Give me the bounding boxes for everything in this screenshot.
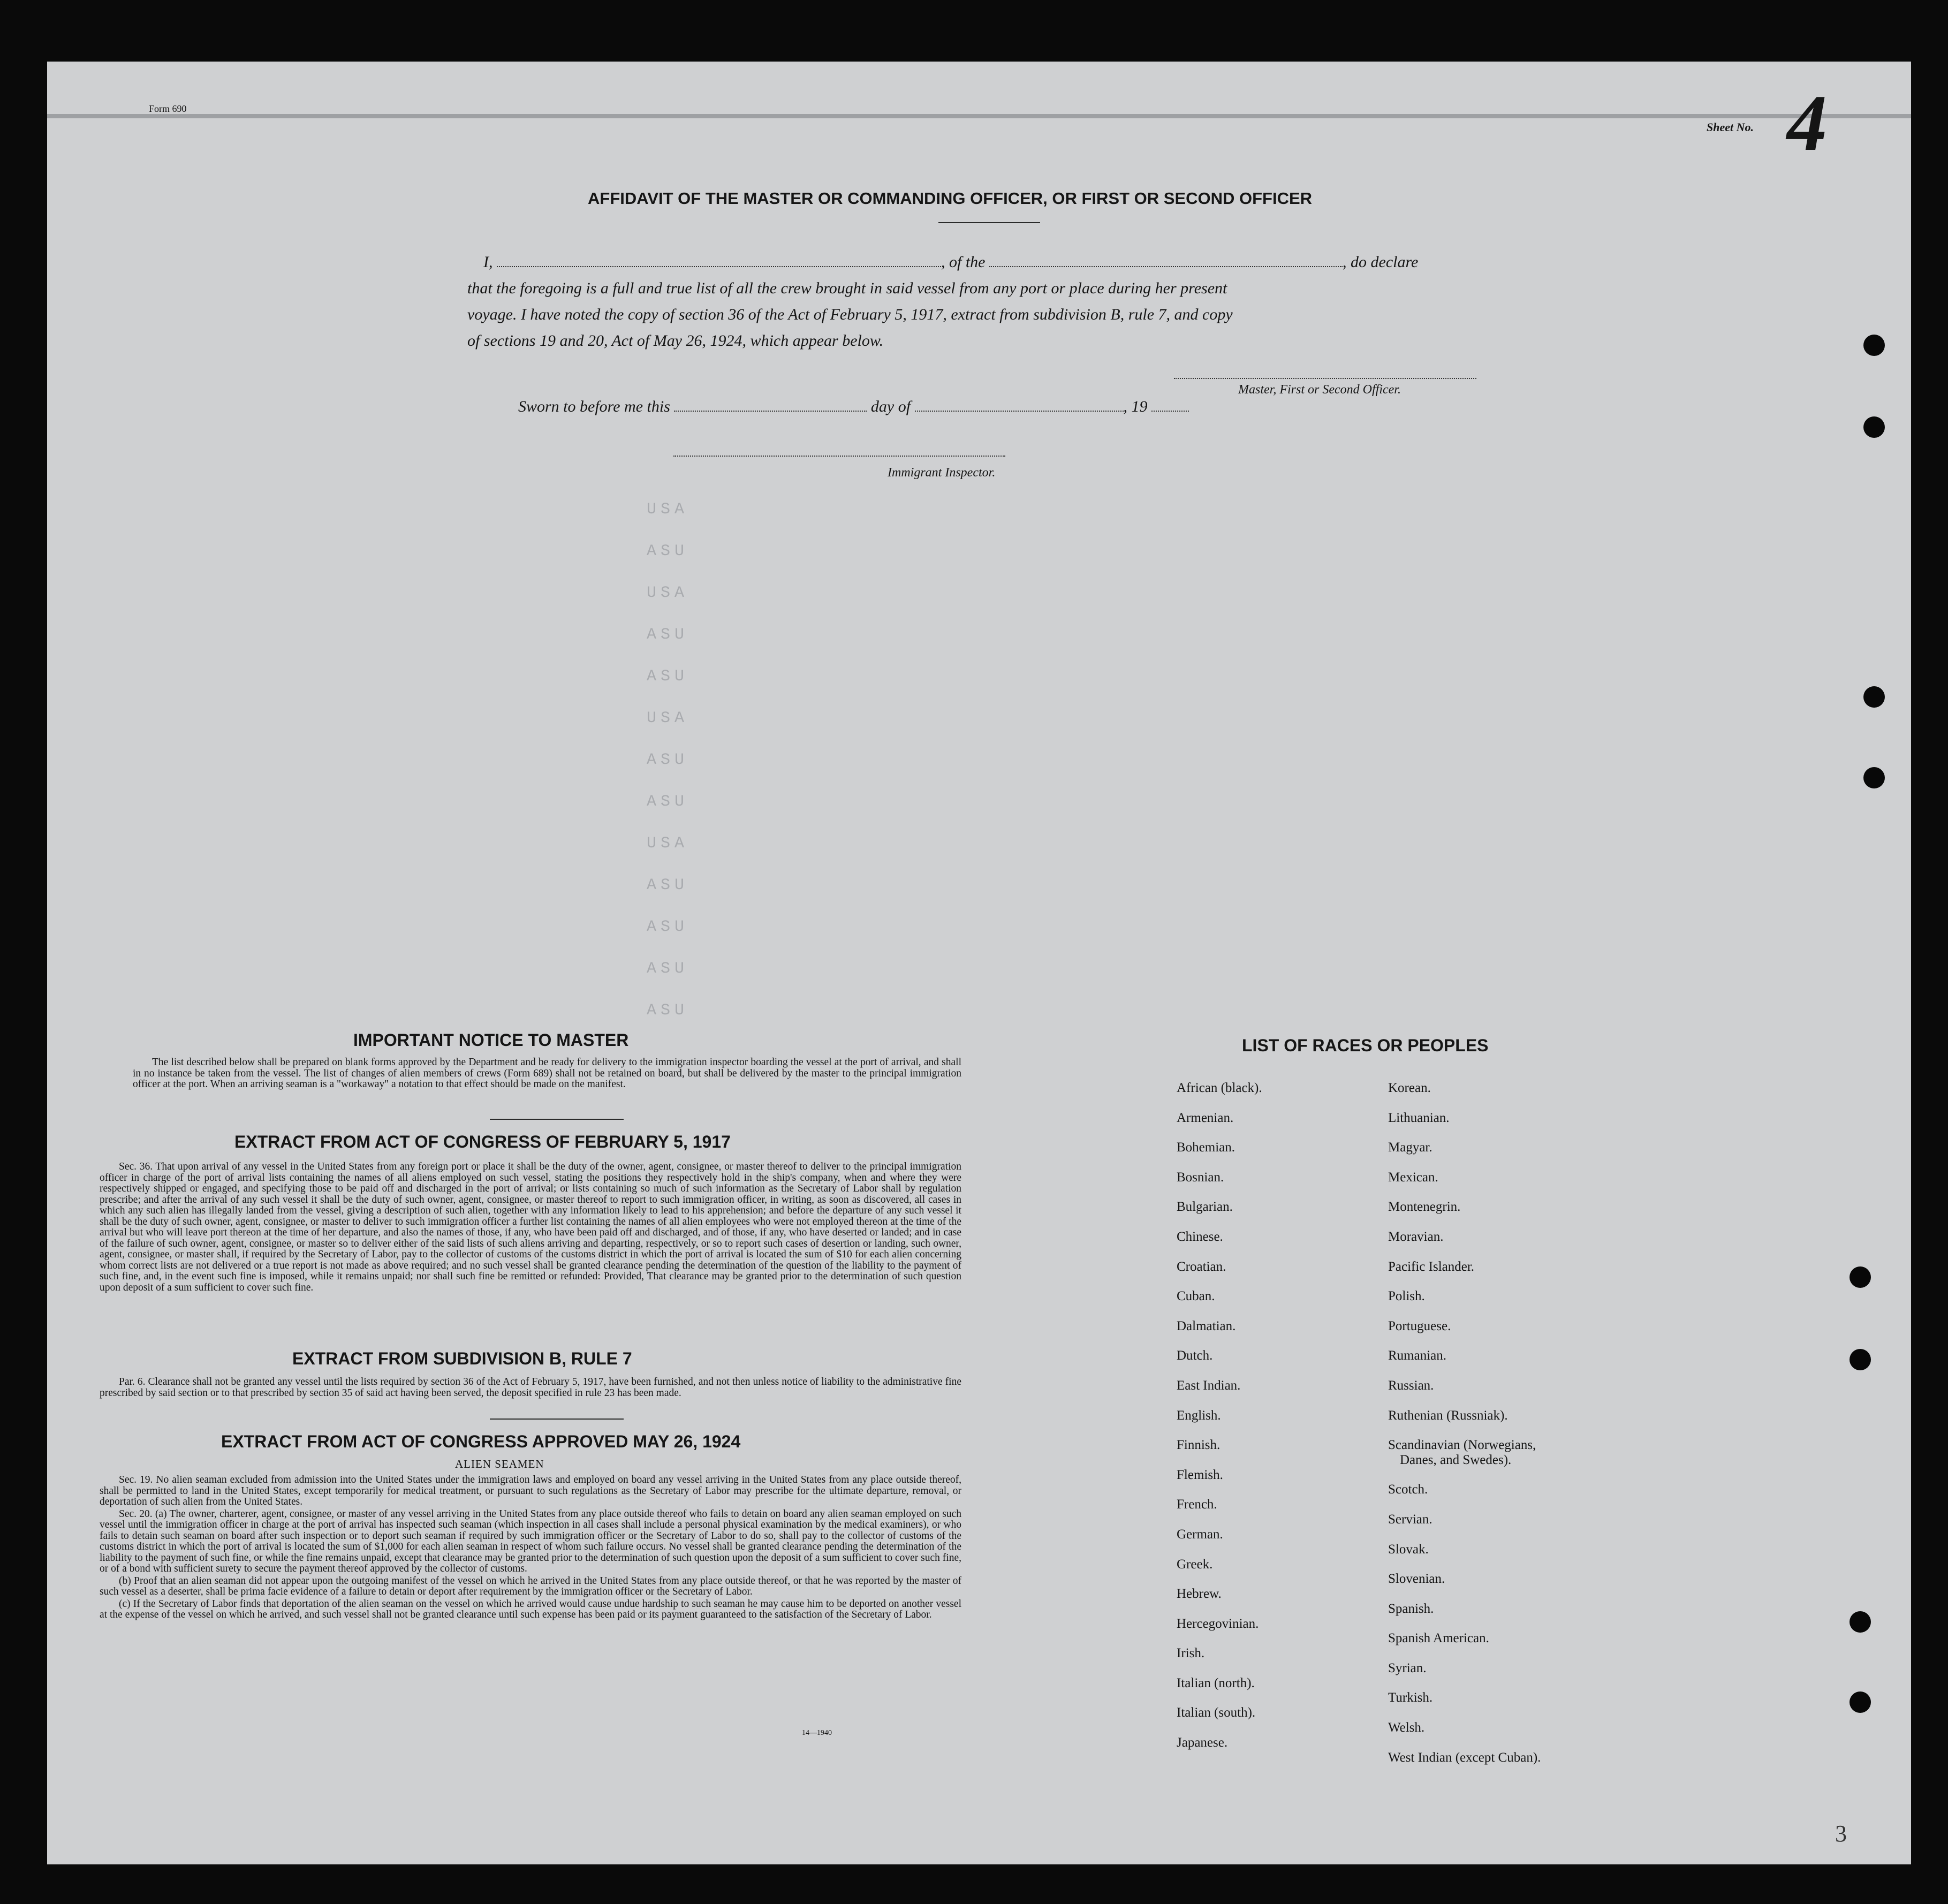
bleed-through-text: ASU [647, 542, 689, 560]
race-item: Scandinavian (Norwegians, [1388, 1438, 1536, 1453]
race-item: Rumanian. [1388, 1348, 1447, 1363]
bleed-through-text: ASU [647, 876, 689, 894]
bleed-through-text: USA [647, 500, 689, 519]
bleed-through-text: ASU [647, 667, 689, 686]
race-item: Magyar. [1388, 1140, 1432, 1155]
sworn-day-blank[interactable] [674, 398, 867, 412]
bleed-through-text: ASU [647, 793, 689, 811]
binder-hole [1850, 1266, 1871, 1288]
race-item: Polish. [1388, 1289, 1425, 1304]
extract-1917-title: EXTRACT FROM ACT OF CONGRESS OF FEBRUARY 5, 1917 [234, 1132, 731, 1151]
section-20c-paragraph: (c) If the Secretary of Labor finds that deportation of the alien seaman on the vessel on which he arrived would cause undue hardship to such seaman he may cause him to be deported on another vessel at the expense of the vessel on which he arrived, and such vessel shall not be granted clearance until such expense has been paid or its payment guaranteed to the satisfaction of the Secretary of Labor. [100, 1598, 961, 1620]
race-item: Servian. [1388, 1512, 1432, 1527]
race-item: Dalmatian. [1177, 1318, 1236, 1333]
race-item: Japanese. [1177, 1735, 1228, 1750]
binder-hole [1850, 1691, 1871, 1713]
sworn-line [518, 393, 1321, 420]
race-item: Flemish. [1177, 1467, 1223, 1482]
race-item: Armenian. [1177, 1110, 1234, 1125]
notice-paragraph: The list described below shall be prepared on blank forms approved by the Department and be ready for delivery to the immigration inspector boarding the vessel at the port of arrival, and shall in no instance be taken from the vessel. The list of changes of alien members of crews (Form 689) shall not be retained on board, but shall be delivered by the master to the principal immigration officer at the port. When an arriving seaman is a "workaway" a notation to that effect should be made on the manifest. [133, 1057, 961, 1090]
bleed-through-text: ASU [647, 918, 689, 936]
race-item: English. [1177, 1408, 1221, 1423]
affidavit-line-3: voyage. I have noted the copy of section 36 of the Act of February 5, 1917, extract from subdivision B, rule 7, and copy [467, 306, 1233, 323]
inspector-label: Immigrant Inspector. [888, 466, 996, 480]
race-item: Italian (north). [1177, 1675, 1255, 1690]
rule-7-paragraph: Par. 6. Clearance shall not be granted any vessel until the lists required by section 36 of the Act of February 5, 1917, have been furnished, and not then unless notice of liability to the administrative fine prescribed by said section or to that prescribed by section 35 of said act having been served, the deposit specified in rule 23 has been made. [100, 1376, 961, 1399]
race-item: Slovak. [1388, 1542, 1429, 1557]
race-item: West Indian (except Cuban). [1388, 1750, 1541, 1765]
race-item: Dutch. [1177, 1348, 1213, 1363]
affidavit-body [467, 249, 1565, 354]
sworn-prefix: Sworn to before me this [518, 398, 670, 415]
race-item: Spanish. [1388, 1601, 1434, 1616]
vessel-name-blank[interactable] [989, 253, 1343, 267]
race-item: Lithuanian. [1388, 1110, 1450, 1125]
race-item: Spanish American. [1388, 1631, 1489, 1646]
race-item: Moravian. [1388, 1229, 1444, 1244]
race-item: Russian. [1388, 1378, 1434, 1393]
sworn-day-label: day of [870, 398, 911, 415]
race-item: Finnish. [1177, 1438, 1221, 1453]
affidavit-i: I, [483, 253, 493, 271]
race-item: French. [1177, 1497, 1217, 1512]
affidavit-declare: , do declare [1343, 253, 1419, 271]
races-column-1 [1177, 1073, 1262, 1758]
inspector-signature-line[interactable] [673, 455, 1005, 457]
extract-1924-text [100, 1475, 961, 1622]
race-item: Chinese. [1177, 1229, 1223, 1244]
race-item: Syrian. [1388, 1660, 1427, 1675]
notice-text [133, 1057, 961, 1091]
bleed-through-text: ASU [647, 960, 689, 978]
corner-mark: 3 [1835, 1820, 1847, 1847]
sworn-month-blank[interactable] [915, 398, 1124, 412]
affidavit-of-the: , of the [941, 253, 986, 271]
print-code: 14—1940 [802, 1729, 832, 1737]
binder-hole [1863, 767, 1885, 788]
bleed-through-text: USA [647, 584, 689, 602]
sworn-year-blank[interactable] [1151, 398, 1189, 412]
race-item: Danes, and Swedes). [1400, 1452, 1512, 1467]
race-item: African (black). [1177, 1081, 1262, 1095]
extract-rule7-title: EXTRACT FROM SUBDIVISION B, RULE 7 [292, 1349, 632, 1368]
notice-rule [490, 1119, 624, 1120]
race-item: Pacific Islander. [1388, 1259, 1475, 1274]
sworn-year-label: , 19 [1123, 398, 1148, 415]
race-item: Turkish. [1388, 1690, 1433, 1705]
race-item: Portuguese. [1388, 1318, 1451, 1333]
race-item: Bosnian. [1177, 1170, 1224, 1185]
extract-rule7-text [100, 1377, 961, 1400]
form-number: Form 690 [149, 103, 187, 114]
section-36-paragraph: Sec. 36. That upon arrival of any vessel in the United States from any foreign port or place it shall be the duty of the owner, agent, consignee, or master thereof to deliver to the principal immigration officer in charge of the port of arrival lists containing the names of all aliens employed on such vessel, stating the positions they respectively hold in the ship's company, when and where they were respectively shipped or engaged, and specifying those to be paid off and discharged in the port of arrival; or lists containing so much of such information as the Secretary of Labor shall by regulation prescribe; and after the arrival of any such vessel it shall be the duty of such owner, agent, consignee, or master thereof to report to such immigration officer, in writing, as soon as discovered, all cases in which any such alien has illegally landed from the vessel, giving a description of such alien, together with any information likely to lead to his apprehension; and before the departure of any such vessel it shall be the duty of such owner, agent, consignee, or master to deliver to such immigration officer a further list containing the names of all alien employees who were not employed thereon at the time of the arrival but who will leave port thereon at the time of her departure, and also the names of those, if any, who have been paid off and discharged, and of those, if any, who have deserted or landed; and in case of the failure of such owner, agent, consignee, or master so to deliver either of the said lists of such aliens arriving and departing, respectively, or so to report such cases of desertion or landing, such owner, agent, consignee, or master shall, if required by the Secretary of Labor, pay to the collector of customs of the customs district in which the port of arrival is located the sum of $10 for each alien concerning whom correct lists are not delivered or a true report is not made as above required; and no such vessel shall be granted clearance pending the determination of the question of the liability to the payment of such fine, and, in the event such fine is imposed, while it remains unpaid; nor shall such fine be remitted or refunded: Provided, That clearance may be granted prior to the determination of such question upon deposit of a sum sufficient to cover such fine. [100, 1161, 961, 1293]
section-19-paragraph: Sec. 19. No alien seaman excluded from admission into the United States under the immigration laws and employed on board any vessel arriving in the United States from any place outside thereof, shall be permitted to land in the United States, except temporarily for medical treatment, or pursuant to such regulations as the Secretary of Labor may prescribe for the ultimate departure, removal, or deportation of such alien from the United States. [100, 1474, 961, 1507]
affidavit-line-2: that the foregoing is a full and true list of all the crew brought in said vessel from any port or place during her present [467, 279, 1227, 297]
race-item: Montenegrin. [1388, 1200, 1461, 1215]
binder-hole [1863, 335, 1885, 356]
race-item: Scotch. [1388, 1482, 1428, 1497]
race-item: Slovenian. [1388, 1572, 1445, 1587]
race-item: Ruthenian (Russniak). [1388, 1408, 1508, 1423]
extract-1917-text [100, 1162, 961, 1294]
extract-1924-title: EXTRACT FROM ACT OF CONGRESS APPROVED MAY 26, 1924 [221, 1432, 741, 1451]
binder-hole [1863, 686, 1885, 708]
race-item: Hercegovinian. [1177, 1616, 1259, 1631]
bleed-through-text: ASU [647, 626, 689, 644]
affidavit-title: AFFIDAVIT OF THE MASTER OR COMMANDING OFFICER, OR FIRST OR SECOND OFFICER [588, 189, 1313, 208]
races-column-2 [1388, 1073, 1541, 1772]
race-item: Hebrew. [1177, 1587, 1222, 1602]
section-20a-paragraph: Sec. 20. (a) The owner, charterer, agent, consignee, or master of any vessel arriving in the United States from any place outside thereof who fails to detain on board any alien seaman employed on such vessel until the immigration officer in charge at the port of arrival has inspected such seaman (which inspection in all cases shall include a personal physical examination by the medical examiners), or who fails to detain such seaman on board after such inspection or to deport such seaman if required by such immigration officer or the Secretary of Labor to do so, shall pay to the collector of customs of the customs district in which the port of arrival is located the sum of $1,000 for each alien seaman in respect of whom such failure occurs. No vessel shall be granted clearance pending the determination of the liability to the payment of such fine, or while the fine remains unpaid, except that clearance may be granted prior to the determination of such question upon the deposit of a sum sufficient to cover such fine, or of a bond with sufficient surety to secure the payment thereof approved by the collector of customs. [100, 1508, 961, 1574]
alien-seamen-subtitle: ALIEN SEAMEN [455, 1458, 544, 1470]
race-item: Mexican. [1388, 1170, 1438, 1185]
race-item: East Indian. [1177, 1378, 1241, 1393]
races-title: LIST OF RACES OR PEOPLES [1242, 1036, 1489, 1055]
race-item: Italian (south). [1177, 1705, 1256, 1720]
notice-title: IMPORTANT NOTICE TO MASTER [353, 1030, 629, 1050]
race-item: Cuban. [1177, 1289, 1215, 1304]
binder-hole [1850, 1611, 1871, 1633]
binder-hole [1863, 416, 1885, 438]
race-item: Irish. [1177, 1646, 1205, 1661]
race-item: Welsh. [1388, 1720, 1425, 1735]
master-signature-line[interactable] [1174, 377, 1476, 379]
master-name-blank[interactable] [497, 253, 941, 267]
race-item: Bohemian. [1177, 1140, 1235, 1155]
affidavit-line-4: of sections 19 and 20, Act of May 26, 1924, which appear below. [467, 332, 884, 350]
affidavit-line-1 [467, 249, 1565, 275]
bleed-through-text: USA [647, 709, 689, 727]
section-20b-paragraph: (b) Proof that an alien seaman did not appear upon the outgoing manifest of the vessel on which he arrived in the United States from any place outside thereof, or that he was reported by the master of such vessel as a deserter, shall be prima facie evidence of a failure to detain or deport after requirement by the immigration officer or the Secretary of Labor. [100, 1575, 961, 1597]
race-item: German. [1177, 1527, 1223, 1542]
bleed-through-text: ASU [647, 751, 689, 769]
race-item: Bulgarian. [1177, 1200, 1233, 1215]
bleed-through-text: ASU [647, 1002, 689, 1020]
race-item: Korean. [1388, 1081, 1431, 1095]
affidavit-title-rule [938, 222, 1040, 223]
race-item: Greek. [1177, 1557, 1213, 1572]
rule7-rule [490, 1418, 624, 1420]
fold-line [47, 114, 1911, 118]
document-sheet [47, 62, 1911, 1864]
binder-hole [1850, 1349, 1871, 1370]
sheet-number-label: Sheet No. [1707, 120, 1754, 134]
race-item: Croatian. [1177, 1259, 1226, 1274]
master-signature-label: Master, First or Second Officer. [1238, 383, 1401, 397]
sheet-number-handwritten: 4 [1787, 79, 1827, 168]
bleed-through-text: USA [647, 835, 689, 853]
